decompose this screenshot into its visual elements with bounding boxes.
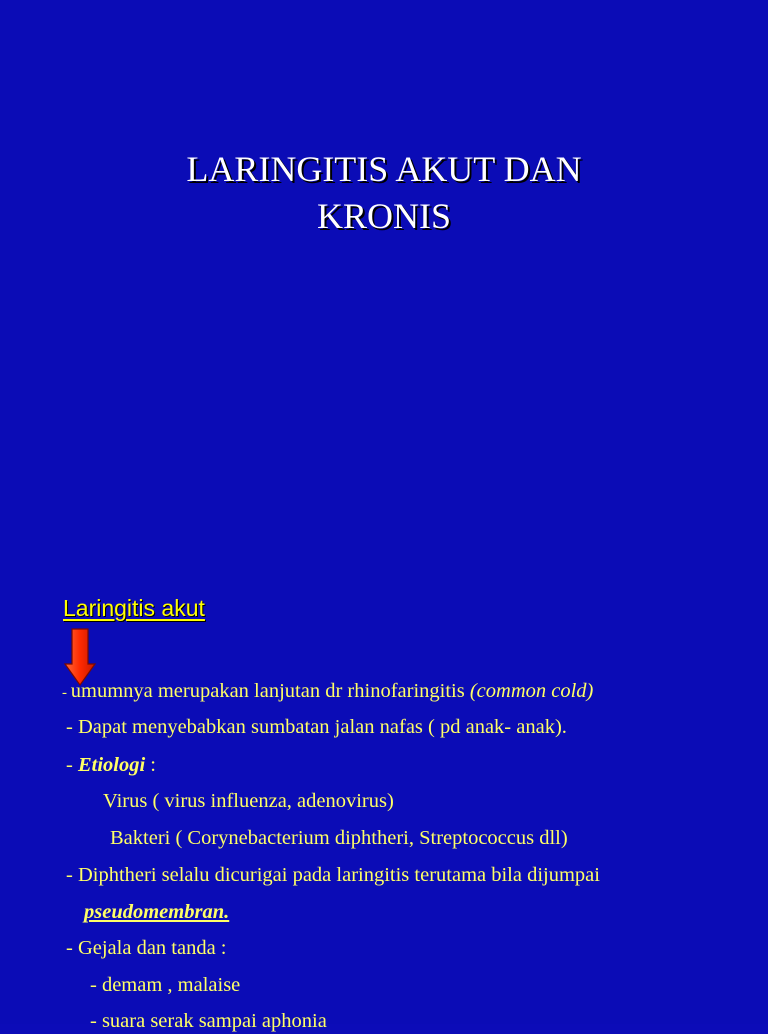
line-4: Virus ( virus influenza, adenovirus) (103, 790, 394, 812)
line-1-text: umumnya merupakan lanjutan dr rhinofaringitis (70, 680, 470, 702)
line-7 (84, 899, 229, 925)
line-5: Bakteri ( Corynebacterium diphtheri, Streptococcus dll) (110, 827, 568, 849)
line-6: - Diphtheri selalu dicurigai pada laringitis terutama bila dijumpai (66, 864, 600, 886)
line-9: - demam , malaise (90, 974, 241, 996)
line-3-dash: - (66, 754, 78, 776)
line-3-rest: : (145, 754, 156, 776)
line-10: - suara serak sampai aphonia (90, 1010, 327, 1032)
line-1 (62, 678, 593, 706)
line-8: - Gejala dan tanda : (66, 937, 227, 959)
line-1-dash: - (62, 685, 71, 701)
line-1-italic: (common cold) (469, 680, 594, 702)
line-3 (66, 752, 156, 778)
pseudomembran-term: pseudomembran. (84, 901, 230, 923)
slide-title-line-1: LARINGITIS AKUT DAN (186, 149, 582, 189)
section-heading: Laringitis akut (63, 595, 205, 621)
slide-title (0, 146, 768, 240)
etiologi-label: Etiologi (77, 754, 146, 776)
line-2: - Dapat menyebabkan sumbatan jalan nafas ( pd anak- anak). (66, 716, 567, 738)
slide-title-line-2: KRONIS (316, 196, 451, 236)
